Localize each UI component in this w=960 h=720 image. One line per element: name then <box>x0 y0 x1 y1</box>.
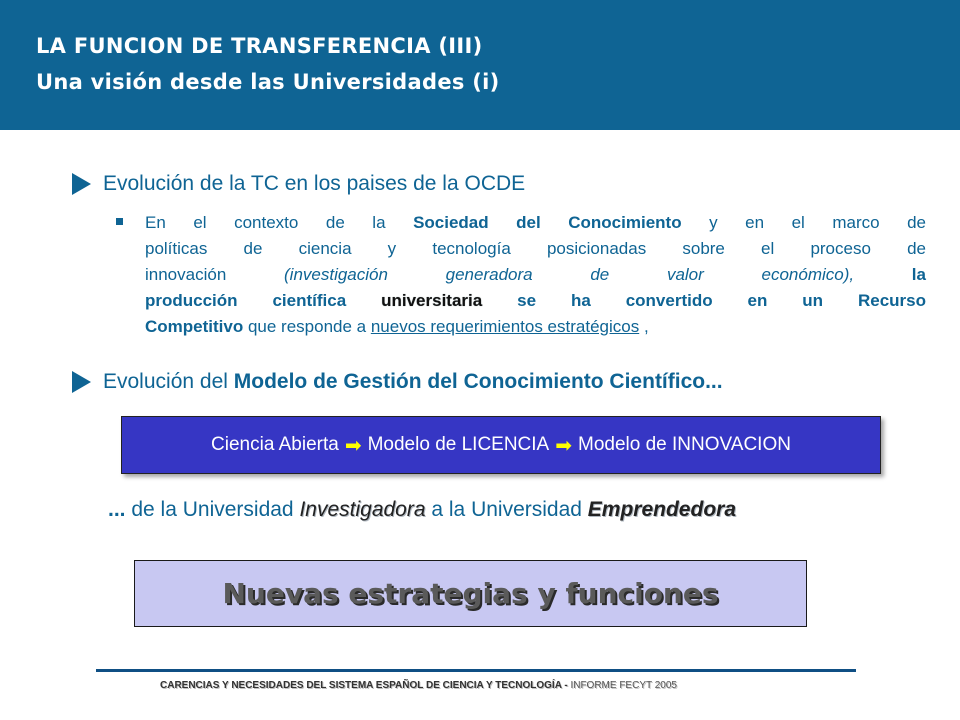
strategic-requirements-link: nuevos requerimientos estratégicos <box>370 317 640 336</box>
bullet-ocde <box>72 172 525 196</box>
strategies-text: Nuevas estrategias y funciones <box>222 577 719 610</box>
slide-subtitle: Una visión desde las Universidades (i) <box>36 70 500 94</box>
arrow-right-icon: ➡ <box>344 434 362 457</box>
para-line: En el contexto de la Sociedad del Conocimiento y en el marco de <box>145 213 927 232</box>
models-box <box>121 416 881 474</box>
triangle-bullet-icon <box>72 173 91 195</box>
model-open-science: Ciencia Abierta <box>211 434 339 455</box>
bullet-model-text: Evolución del Modelo de Gestión del Conocimiento Científico... <box>103 370 723 393</box>
triangle-bullet-icon <box>72 371 91 393</box>
para-line: producción científica universitaria se ha convertido en un Recurso <box>145 291 926 310</box>
arrow-right-icon: ➡ <box>555 434 573 457</box>
bullet-model <box>72 370 723 394</box>
strategies-box <box>134 560 807 627</box>
university-transition: ... de la Universidad Investigadora a la Universidad Emprendedora <box>108 498 736 521</box>
model-innovation: Modelo de INNOVACION <box>578 434 791 455</box>
slide-title: LA FUNCION DE TRANSFERENCIA (III) <box>36 34 483 58</box>
sub-bullet-paragraph <box>145 210 926 340</box>
model-license: Modelo de LICENCIA <box>367 434 550 455</box>
footer: CARENCIAS Y NECESIDADES DEL SISTEMA ESPAÑOL DE CIENCIA Y TECNOLOGÍA - INFORME FECYT 2005 <box>160 680 677 691</box>
para-line: innovación (investigación generadora de valor económico), la <box>145 265 926 284</box>
square-bullet-icon <box>116 218 123 225</box>
bullet-ocde-text: Evolución de la TC en los paises de la OCDE <box>103 172 526 195</box>
footer-divider <box>96 669 856 672</box>
title-bar <box>0 0 960 130</box>
para-line: políticas de ciencia y tecnología posicionadas sobre el proceso de <box>145 239 926 258</box>
para-line: Competitivo que responde a nuevos requerimientos estratégicos , <box>145 317 649 336</box>
